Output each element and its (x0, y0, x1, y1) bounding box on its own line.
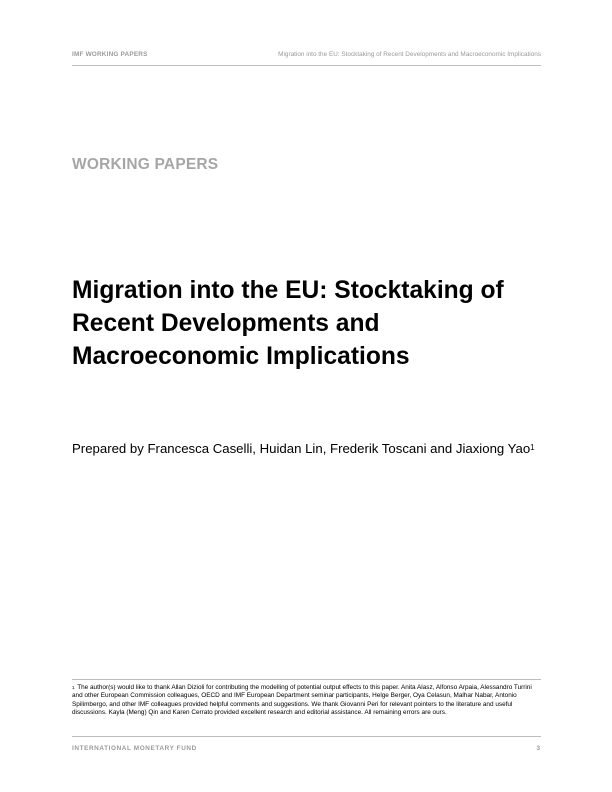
paper-title: Migration into the EU: Stocktaking of Recent Developments and Macroeconomic Implications (72, 277, 504, 370)
section-label: WORKING PAPERS (72, 156, 219, 173)
footnote-text: The author(s) would like to thank Allan Dizioli for contributing the modelling of potential output effects to this paper. Anita Alasz, Alfonso Arpaia, Alessandro Turrini and other European Commission colleagues, OECD and IMF European Department seminar participants, Helge Berger, Oya Celasun, Malhar Nabar, Antonio Spilimbergo, and other IMF colleagues provided helpful comments and suggestions. We thank Giovanni Peri for relevant pointers to the literature and useful discussions. Kayla (Meng) Qin and Karen Cerrato provided excellent research and editorial assistance. All remaining errors are ours. (72, 684, 532, 717)
footer-organization: INTERNATIONAL MONETARY FUND (72, 745, 197, 752)
page-header (72, 50, 541, 66)
author-line (72, 438, 542, 459)
footer-divider (72, 736, 541, 737)
footnote (72, 684, 541, 718)
page-number: 3 (536, 745, 540, 752)
footnote-marker: 1 (72, 685, 75, 690)
header-series-label: IMF WORKING PAPERS (72, 51, 148, 58)
author-names: Prepared by Francesca Caselli, Huidan Lin, Frederik Toscani and Jiaxiong Yao (72, 441, 531, 456)
header-running-title: Migration into the EU: Stocktaking of Recent Developments and Macroeconomic Implications (278, 51, 541, 58)
footnote-divider (72, 679, 541, 680)
author-footnote-marker[interactable]: 1 (530, 443, 535, 452)
